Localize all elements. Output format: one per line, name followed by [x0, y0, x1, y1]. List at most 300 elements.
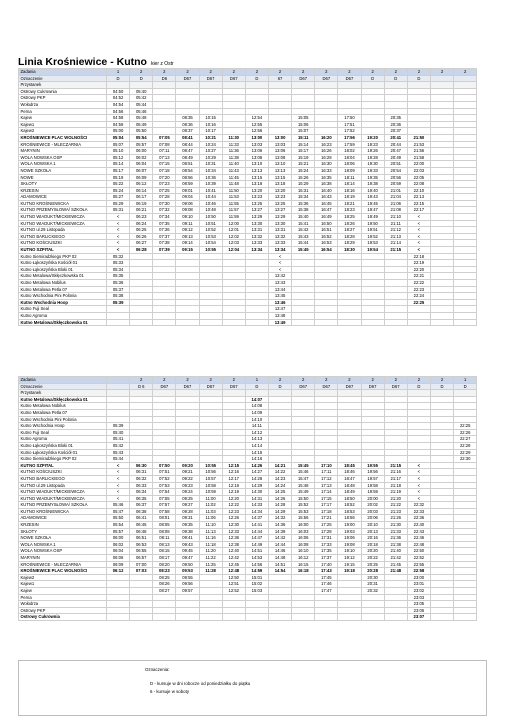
time-cell: 15:34 [292, 194, 315, 201]
time-cell: 16:50 [315, 220, 338, 227]
station-name: Kutno Metalowa Petla 07 [19, 409, 107, 416]
time-cell [384, 403, 407, 410]
table-row [19, 233, 477, 240]
time-cell: < [407, 495, 430, 502]
time-cell: 07:30 [153, 200, 176, 207]
time-cell [292, 436, 315, 443]
time-cell [315, 128, 338, 135]
station-name: KUTNO WIADUKT/MICKIEWICZA [19, 495, 107, 502]
time-cell: 15:19 [292, 154, 315, 161]
time-cell [153, 429, 176, 436]
time-cell: 08:47 [176, 148, 199, 155]
time-cell: 18:25 [338, 214, 361, 221]
time-cell: 13:29 [268, 214, 291, 221]
time-cell: 17:28 [315, 528, 338, 535]
time-cell: 14:39 [268, 528, 291, 535]
time-cell [315, 429, 338, 436]
time-cell: 08:56 [176, 174, 199, 181]
time-cell [176, 409, 199, 416]
time-cell: 13:08 [245, 154, 268, 161]
time-cell: 12:33 [222, 528, 245, 535]
time-cell: 07:50 [153, 462, 176, 469]
time-cell [384, 88, 407, 95]
time-cell [454, 561, 477, 568]
time-cell: 07:36 [153, 227, 176, 234]
table-row [19, 247, 477, 254]
time-cell: 17:35 [315, 548, 338, 555]
time-cell: 05:27 [107, 194, 130, 201]
time-cell [454, 482, 477, 489]
time-cell: 19:56 [361, 469, 384, 476]
station-name: KUTNO BARLICKIEGO [19, 475, 107, 482]
time-cell: 09:28 [176, 508, 199, 515]
time-cell: 23:07 [407, 614, 430, 621]
time-cell: 13:44 [268, 286, 291, 293]
time-cell: 15:11 [292, 134, 315, 141]
time-cell [454, 161, 477, 168]
time-cell [430, 588, 453, 595]
time-cell: 13:49 [268, 319, 291, 326]
time-cell [454, 535, 477, 542]
time-cell: 07:05 [153, 134, 176, 141]
time-cell [222, 260, 245, 267]
time-cell: 11:40 [222, 161, 245, 168]
time-cell [430, 82, 453, 89]
table-row [19, 469, 477, 476]
time-cell: 09:45 [176, 548, 199, 555]
time-cell: 14:26 [268, 495, 291, 502]
time-cell: 2 [384, 69, 407, 76]
time-cell: 11:25 [199, 561, 222, 568]
time-cell: < [107, 469, 130, 476]
time-cell: 20:25 [361, 561, 384, 568]
table-row [19, 253, 477, 260]
time-cell: 20:44 [384, 141, 407, 148]
time-cell [407, 128, 430, 135]
time-cell [245, 88, 268, 95]
station-name: Kajew1 [19, 121, 107, 128]
time-cell [454, 273, 477, 280]
table-row [19, 200, 477, 207]
station-name: KUTNO ul.29 Listopada [19, 227, 107, 234]
time-cell: 11:59 [222, 214, 245, 221]
time-cell [268, 436, 291, 443]
time-cell [315, 260, 338, 267]
time-cell [430, 194, 453, 201]
station-name: NOWE SZKOŁA [19, 535, 107, 542]
time-cell [338, 416, 361, 423]
time-cell [338, 594, 361, 601]
time-cell [153, 260, 176, 267]
time-cell [407, 436, 430, 443]
time-cell: 14:23 [268, 475, 291, 482]
time-cell [130, 319, 153, 326]
time-cell: 17:47 [315, 588, 338, 595]
time-cell: 16:15 [292, 561, 315, 568]
time-cell: 10:46 [199, 200, 222, 207]
time-cell [130, 449, 153, 456]
time-cell: 08:35 [176, 115, 199, 122]
time-cell [176, 293, 199, 300]
time-cell: 15:01 [245, 574, 268, 581]
time-cell [361, 299, 384, 306]
time-cell [292, 416, 315, 423]
table-row [19, 88, 477, 95]
time-cell: 06:04 [130, 161, 153, 168]
time-cell: 05:32 [107, 253, 130, 260]
time-cell [315, 594, 338, 601]
time-cell: 11:13 [199, 528, 222, 535]
time-cell [107, 403, 130, 410]
time-cell [384, 456, 407, 463]
time-cell: 19:59 [361, 489, 384, 496]
time-cell: 13:13 [245, 167, 268, 174]
time-cell: 09:11 [176, 220, 199, 227]
time-cell: 06:53 [130, 541, 153, 548]
time-cell: 20:00 [361, 495, 384, 502]
time-cell [315, 403, 338, 410]
time-cell: D [268, 383, 291, 390]
time-cell [454, 280, 477, 287]
time-cell: 12:16 [222, 469, 245, 476]
time-cell: 2 [153, 377, 176, 384]
time-cell: 20:30 [361, 574, 384, 581]
time-cell [107, 390, 130, 397]
time-cell [199, 396, 222, 403]
time-cell [384, 396, 407, 403]
time-cell [176, 312, 199, 319]
time-cell [268, 442, 291, 449]
time-cell [130, 456, 153, 463]
time-cell: 09:20 [176, 462, 199, 469]
time-cell [454, 194, 477, 201]
time-cell: 10:27 [199, 148, 222, 155]
time-cell [176, 390, 199, 397]
time-cell: 16:45 [315, 200, 338, 207]
time-cell: 05:39 [107, 423, 130, 430]
time-cell [153, 594, 176, 601]
time-cell: 13:43 [268, 280, 291, 287]
time-cell [430, 286, 453, 293]
time-cell [430, 174, 453, 181]
station-name: Kutno Fuji Seal [19, 429, 107, 436]
time-cell: 21:08 [384, 207, 407, 214]
time-cell [222, 128, 245, 135]
time-cell [245, 306, 268, 313]
time-cell [454, 475, 477, 482]
time-cell [338, 449, 361, 456]
time-cell: 16:35 [315, 174, 338, 181]
time-cell: 05:40 [130, 88, 153, 95]
time-cell: 06:09 [107, 561, 130, 568]
time-cell [454, 403, 477, 410]
station-name: Kajew [19, 115, 107, 122]
time-cell: 06:00 [107, 535, 130, 542]
time-cell [199, 280, 222, 287]
time-cell [292, 280, 315, 287]
time-cell [361, 115, 384, 122]
time-cell [315, 273, 338, 280]
time-cell: 07:53 [153, 482, 176, 489]
legend-item: D - kursuje w dni robocze od poniedziałku do piątku [150, 681, 251, 686]
time-cell: 14:27 [245, 469, 268, 476]
time-cell [454, 82, 477, 89]
time-cell [407, 403, 430, 410]
station-name: Kutno Łąkoszyńska Kościół 01 [19, 260, 107, 267]
time-cell: 18:16 [338, 187, 361, 194]
time-cell: 17:43 [315, 568, 338, 575]
time-cell: 13:20 [268, 187, 291, 194]
time-cell [153, 409, 176, 416]
time-cell [199, 594, 222, 601]
time-cell: 05:57 [130, 141, 153, 148]
table-row [19, 161, 477, 168]
time-cell [245, 299, 268, 306]
time-cell: 07:52 [153, 475, 176, 482]
time-cell: 15:21 [292, 161, 315, 168]
time-cell: 05:46 [107, 502, 130, 509]
station-name: Zadania [19, 377, 107, 384]
time-cell [292, 273, 315, 280]
time-cell: 06:27 [130, 240, 153, 247]
time-cell: 18:45 [338, 462, 361, 469]
time-cell: 22:25 [407, 299, 430, 306]
time-cell [454, 214, 477, 221]
time-cell: 13:27 [268, 207, 291, 214]
time-cell [407, 423, 430, 430]
time-cell: 21:17 [384, 475, 407, 482]
time-cell [315, 253, 338, 260]
time-cell: 22:19 [407, 260, 430, 267]
time-cell [199, 293, 222, 300]
time-cell [222, 273, 245, 280]
time-cell: 16:28 [315, 154, 338, 161]
time-cell: 17:25 [315, 522, 338, 529]
station-name: Kajew [19, 588, 107, 595]
time-cell [361, 456, 384, 463]
time-cell: 12:26 [222, 515, 245, 522]
time-cell: 15:46 [292, 469, 315, 476]
time-cell: 07:25 [153, 187, 176, 194]
time-cell [107, 614, 130, 621]
time-cell: 20:20 [361, 548, 384, 555]
station-name: KROŚNIEWICE PLAC WOLNOŚCI [19, 568, 107, 575]
time-cell [430, 134, 453, 141]
time-cell [222, 429, 245, 436]
time-cell [430, 121, 453, 128]
time-cell [454, 220, 477, 227]
time-cell: 14:49 [245, 541, 268, 548]
time-cell [222, 614, 245, 621]
time-cell: 12:15 [222, 462, 245, 469]
time-cell: 15:44 [292, 240, 315, 247]
time-cell: 14:29 [245, 482, 268, 489]
time-cell [407, 88, 430, 95]
time-cell [315, 409, 338, 416]
time-cell: 21:30 [384, 522, 407, 529]
time-cell: 20:02 [361, 502, 384, 509]
time-cell [430, 429, 453, 436]
time-cell: 18:09 [338, 167, 361, 174]
time-cell: 11:02 [199, 502, 222, 509]
time-cell [315, 614, 338, 621]
time-cell: 16:51 [315, 227, 338, 234]
time-cell: 13:30 [245, 220, 268, 227]
time-cell: 08:13 [153, 541, 176, 548]
time-cell: D [430, 383, 453, 390]
time-cell [384, 416, 407, 423]
time-cell: 13:31 [268, 227, 291, 234]
time-cell: 21:20 [384, 495, 407, 502]
time-cell [430, 75, 453, 82]
time-cell [407, 306, 430, 313]
time-cell [430, 273, 453, 280]
time-cell [268, 429, 291, 436]
table-row [19, 181, 477, 188]
time-cell [107, 607, 130, 614]
time-cell: 14:41 [245, 522, 268, 529]
time-cell: 15:06 [292, 121, 315, 128]
time-cell: 06:21 [130, 207, 153, 214]
time-cell: D67 [199, 383, 222, 390]
time-cell: 16:53 [315, 240, 338, 247]
time-cell: 21:40 [384, 548, 407, 555]
time-cell [107, 588, 130, 595]
time-cell [384, 280, 407, 287]
time-cell [338, 82, 361, 89]
table-row [19, 187, 477, 194]
time-cell [153, 299, 176, 306]
time-cell [199, 312, 222, 319]
time-cell: 12:55 [245, 121, 268, 128]
time-cell: 05:34 [107, 266, 130, 273]
time-cell [315, 299, 338, 306]
time-cell: 06:02 [130, 154, 153, 161]
time-cell: D 6 [130, 383, 153, 390]
time-cell: 21:38 [384, 541, 407, 548]
time-cell [153, 614, 176, 621]
table-row [19, 489, 477, 496]
station-name: KUTNO PRZEMYSŁOWA/ SZKOŁA [19, 502, 107, 509]
time-cell [430, 475, 453, 482]
station-name: KROŚNIEWICE - MLECZARNIA [19, 141, 107, 148]
time-cell: 12:45 [222, 561, 245, 568]
station-name: KUTNO BARLICKIEGO [19, 233, 107, 240]
time-cell: 18:23 [338, 207, 361, 214]
time-cell [430, 561, 453, 568]
time-cell [222, 456, 245, 463]
time-cell: 17:12 [315, 475, 338, 482]
time-cell [268, 594, 291, 601]
table-row [19, 280, 477, 287]
time-cell [245, 253, 268, 260]
time-cell: 13:20 [245, 187, 268, 194]
time-cell: 14:24 [268, 482, 291, 489]
time-cell [222, 594, 245, 601]
route-subtitle: kier z Ostr [150, 61, 174, 67]
time-cell [130, 409, 153, 416]
time-cell: 05:54 [130, 134, 153, 141]
time-cell [407, 319, 430, 326]
time-cell [130, 436, 153, 443]
time-cell [268, 121, 291, 128]
time-cell [430, 416, 453, 423]
time-cell: 09:43 [176, 541, 199, 548]
time-cell [430, 581, 453, 588]
time-cell [454, 266, 477, 273]
time-cell: 11:30 [222, 134, 245, 141]
time-cell: 06:12 [107, 568, 130, 575]
time-cell [153, 403, 176, 410]
time-cell: 10:17 [199, 128, 222, 135]
time-cell [361, 260, 384, 267]
time-cell [268, 403, 291, 410]
time-cell: 06:31 [130, 469, 153, 476]
time-cell [222, 286, 245, 293]
time-cell: 05:50 [130, 128, 153, 135]
time-cell [315, 266, 338, 273]
time-cell [361, 266, 384, 273]
time-cell [361, 390, 384, 397]
time-cell: 22:17 [407, 207, 430, 214]
time-cell [222, 607, 245, 614]
time-cell [454, 515, 477, 522]
time-cell: 09:04 [176, 194, 199, 201]
time-cell: 08:49 [176, 154, 199, 161]
time-cell: 17:11 [315, 469, 338, 476]
time-cell: 08:26 [153, 581, 176, 588]
time-cell [199, 607, 222, 614]
time-cell [245, 390, 268, 397]
time-cell: 20:37 [384, 128, 407, 135]
time-cell: 14:13 [245, 436, 268, 443]
time-cell: 13:46 [268, 299, 291, 306]
time-cell [454, 489, 477, 496]
time-cell: 10:39 [199, 181, 222, 188]
time-cell: 17:31 [315, 535, 338, 542]
time-cell [245, 601, 268, 608]
time-cell: 2 [268, 377, 291, 384]
time-cell [454, 128, 477, 135]
time-cell: 08:44 [176, 141, 199, 148]
time-cell: 16:52 [315, 233, 338, 240]
time-cell [384, 409, 407, 416]
station-name: Kutno Wschodnia Hoop [19, 299, 107, 306]
time-cell: 10:36 [199, 174, 222, 181]
station-name: Przystanek [19, 390, 107, 397]
time-cell [430, 555, 453, 562]
time-cell: 17:33 [315, 541, 338, 548]
time-cell [199, 253, 222, 260]
time-cell: 2 [292, 377, 315, 384]
time-cell [315, 280, 338, 287]
time-cell: 18:11 [338, 174, 361, 181]
time-cell [130, 403, 153, 410]
time-cell: D [454, 383, 477, 390]
time-cell: 08:11 [153, 535, 176, 542]
time-cell: 1 [107, 69, 130, 76]
time-cell: 11:38 [222, 154, 245, 161]
station-name: Wołodrza [19, 101, 107, 108]
time-cell: 17:13 [315, 482, 338, 489]
time-cell [454, 134, 477, 141]
time-cell: 10:52 [199, 227, 222, 234]
time-cell [130, 260, 153, 267]
time-cell [176, 449, 199, 456]
time-cell: 15:14 [292, 141, 315, 148]
time-cell [176, 442, 199, 449]
time-cell [292, 601, 315, 608]
